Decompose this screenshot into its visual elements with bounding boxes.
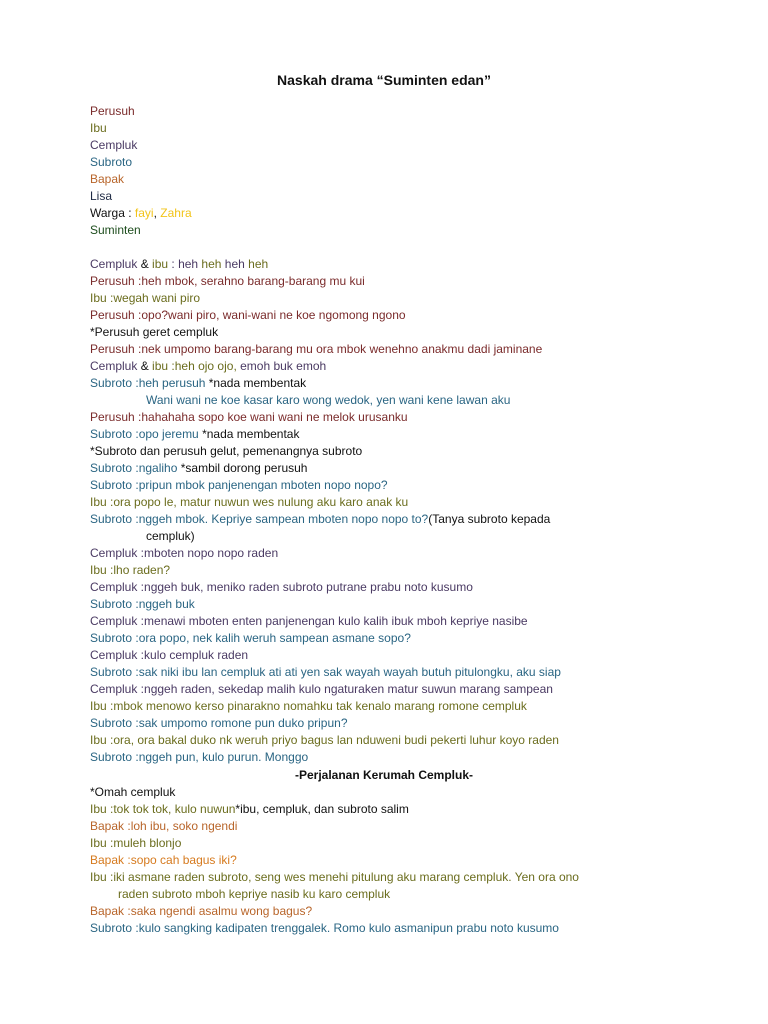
line-segment: Subroto :ngaliho <box>90 461 181 475</box>
scene-heading: -Perjalanan Kerumah Cempluk- <box>294 768 474 782</box>
script-line: Subroto :sak umpomo romone pun duko pripun? <box>90 716 348 730</box>
script-line-continuation: raden subroto mboh kepriye nasib ku karo cempluk <box>118 887 391 901</box>
script-line: Ibu :iki asmane raden subroto, seng wes menehi pitulung aku marang cempluk. Yen ora ono <box>90 870 579 884</box>
stage-direction: *Subroto dan perusuh gelut, pemenangnya subroto <box>90 444 363 458</box>
script-line <box>90 460 307 477</box>
script-line: Subroto :nggeh buk <box>90 597 195 611</box>
cast-bapak: Bapak <box>90 172 125 186</box>
line-segment: Subroto :opo jeremu <box>90 427 203 441</box>
script-line: Perusuh :hahahaha sopo koe wani wani ne melok urusanku <box>90 410 408 424</box>
line-segment: emoh buk emoh <box>240 359 327 373</box>
line-segment: ibu <box>152 359 172 373</box>
line-segment: heh <box>248 257 269 271</box>
document-title: Naskah drama “Suminten edan” <box>277 72 491 88</box>
script-line: Subroto :ora popo, nek kalih weruh sampean asmane sopo? <box>90 631 411 645</box>
script-line: Ibu :ora, ora bakal duko nk weruh priyo bagus lan nduweni budi pekerti luhur koyo raden <box>90 733 559 747</box>
cast-warga-name: fayi <box>134 206 154 220</box>
script-line: Ibu :muleh blonjo <box>90 836 182 850</box>
line-segment: heh <box>201 257 225 271</box>
cast-warga-label: Warga : <box>90 206 135 220</box>
line-segment: & <box>140 257 153 271</box>
cast-ibu: Ibu <box>90 121 107 135</box>
line-segment: Cempluk <box>90 359 141 373</box>
stage-direction: *Perusuh geret cempluk <box>90 325 219 339</box>
script-line: Perusuh :nek umpomo barang-barang mu ora mbok wenehno anakmu dadi jaminane <box>90 342 543 356</box>
cast-warga-name: Zahra <box>160 206 192 220</box>
line-segment: Cempluk <box>90 257 141 271</box>
script-line: Ibu :ora popo le, matur nuwun wes nulung aku karo anak ku <box>90 495 409 509</box>
line-segment: Ibu :tok tok tok, kulo nuwun <box>90 802 236 816</box>
cast-perusuh: Perusuh <box>90 104 135 118</box>
script-line <box>90 426 299 443</box>
line-segment: Subroto :nggeh mbok. Kepriye sampean mboten nopo nopo to? <box>90 512 429 526</box>
stage-direction: *sambil dorong perusuh <box>180 461 308 475</box>
script-line: Bapak :saka ngendi asalmu wong bagus? <box>90 904 313 918</box>
cast-subroto: Subroto <box>90 155 133 169</box>
cast-warga <box>90 205 192 222</box>
script-line <box>90 375 306 392</box>
script-line: Subroto :sak niki ibu lan cempluk ati ati yen sak wayah wayah butuh pitulongku, aku siap <box>90 665 561 679</box>
line-segment: & <box>140 359 153 373</box>
stage-direction: *Omah cempluk <box>90 785 176 799</box>
script-line: Cempluk :kulo cempluk raden <box>90 648 249 662</box>
cast-suminten: Suminten <box>90 223 141 237</box>
script-line: Cempluk :menawi mboten enten panjenengan kulo kalih ibuk mboh kepriye nasibe <box>90 614 528 628</box>
line-segment: :heh ojo ojo, <box>171 359 241 373</box>
stage-direction: (Tanya subroto kepada <box>428 512 551 526</box>
line-segment: heh <box>224 257 249 271</box>
script-line: Cempluk :nggeh raden, sekedap malih kulo ngaturaken matur suwun marang sampean <box>90 682 553 696</box>
stage-direction: *nada membentak <box>202 427 300 441</box>
script-line <box>90 358 326 375</box>
stage-direction: *ibu, cempluk, dan subroto salim <box>235 802 409 816</box>
script-line: Perusuh :opo?wani piro, wani-wani ne koe ngomong ngono <box>90 308 406 322</box>
script-line-continuation: cempluk) <box>146 529 195 543</box>
script-line: Cempluk :mboten nopo nopo raden <box>90 546 279 560</box>
cast-lisa: Lisa <box>90 189 113 203</box>
script-line: Subroto :nggeh pun, kulo purun. Monggo <box>90 750 309 764</box>
line-segment: : <box>168 257 179 271</box>
script-line <box>90 256 268 273</box>
script-line: Ibu :wegah wani piro <box>90 291 201 305</box>
stage-direction: *nada membentak <box>208 376 307 390</box>
script-line <box>90 511 550 528</box>
cast-warga-sep: , <box>153 206 161 220</box>
cast-cempluk: Cempluk <box>90 138 138 152</box>
script-line: Bapak :loh ibu, soko ngendi <box>90 819 238 833</box>
script-line: Ibu :lho raden? <box>90 563 171 577</box>
script-line: Subroto :kulo sangking kadipaten trenggalek. Romo kulo asmanipun prabu noto kusumo <box>90 921 559 935</box>
line-segment: ibu <box>152 257 169 271</box>
script-line: Ibu :mbok menowo kerso pinarakno nomahku tak kenalo marang romone cempluk <box>90 699 527 713</box>
script-line-continuation: Wani wani ne koe kasar karo wong wedok, yen wani kene lawan aku <box>146 393 511 407</box>
script-line: Subroto :pripun mbok panjenengan mboten nopo nopo? <box>90 478 388 492</box>
script-line: Cempluk :nggeh buk, meniko raden subroto putrane prabu noto kusumo <box>90 580 473 594</box>
line-segment: heh <box>178 257 202 271</box>
line-segment: Subroto :heh perusuh <box>90 376 209 390</box>
script-line: Perusuh :heh mbok, serahno barang-barang mu kui <box>90 274 365 288</box>
script-line <box>90 801 409 818</box>
script-line: Bapak :sopo cah bagus iki? <box>90 853 237 867</box>
